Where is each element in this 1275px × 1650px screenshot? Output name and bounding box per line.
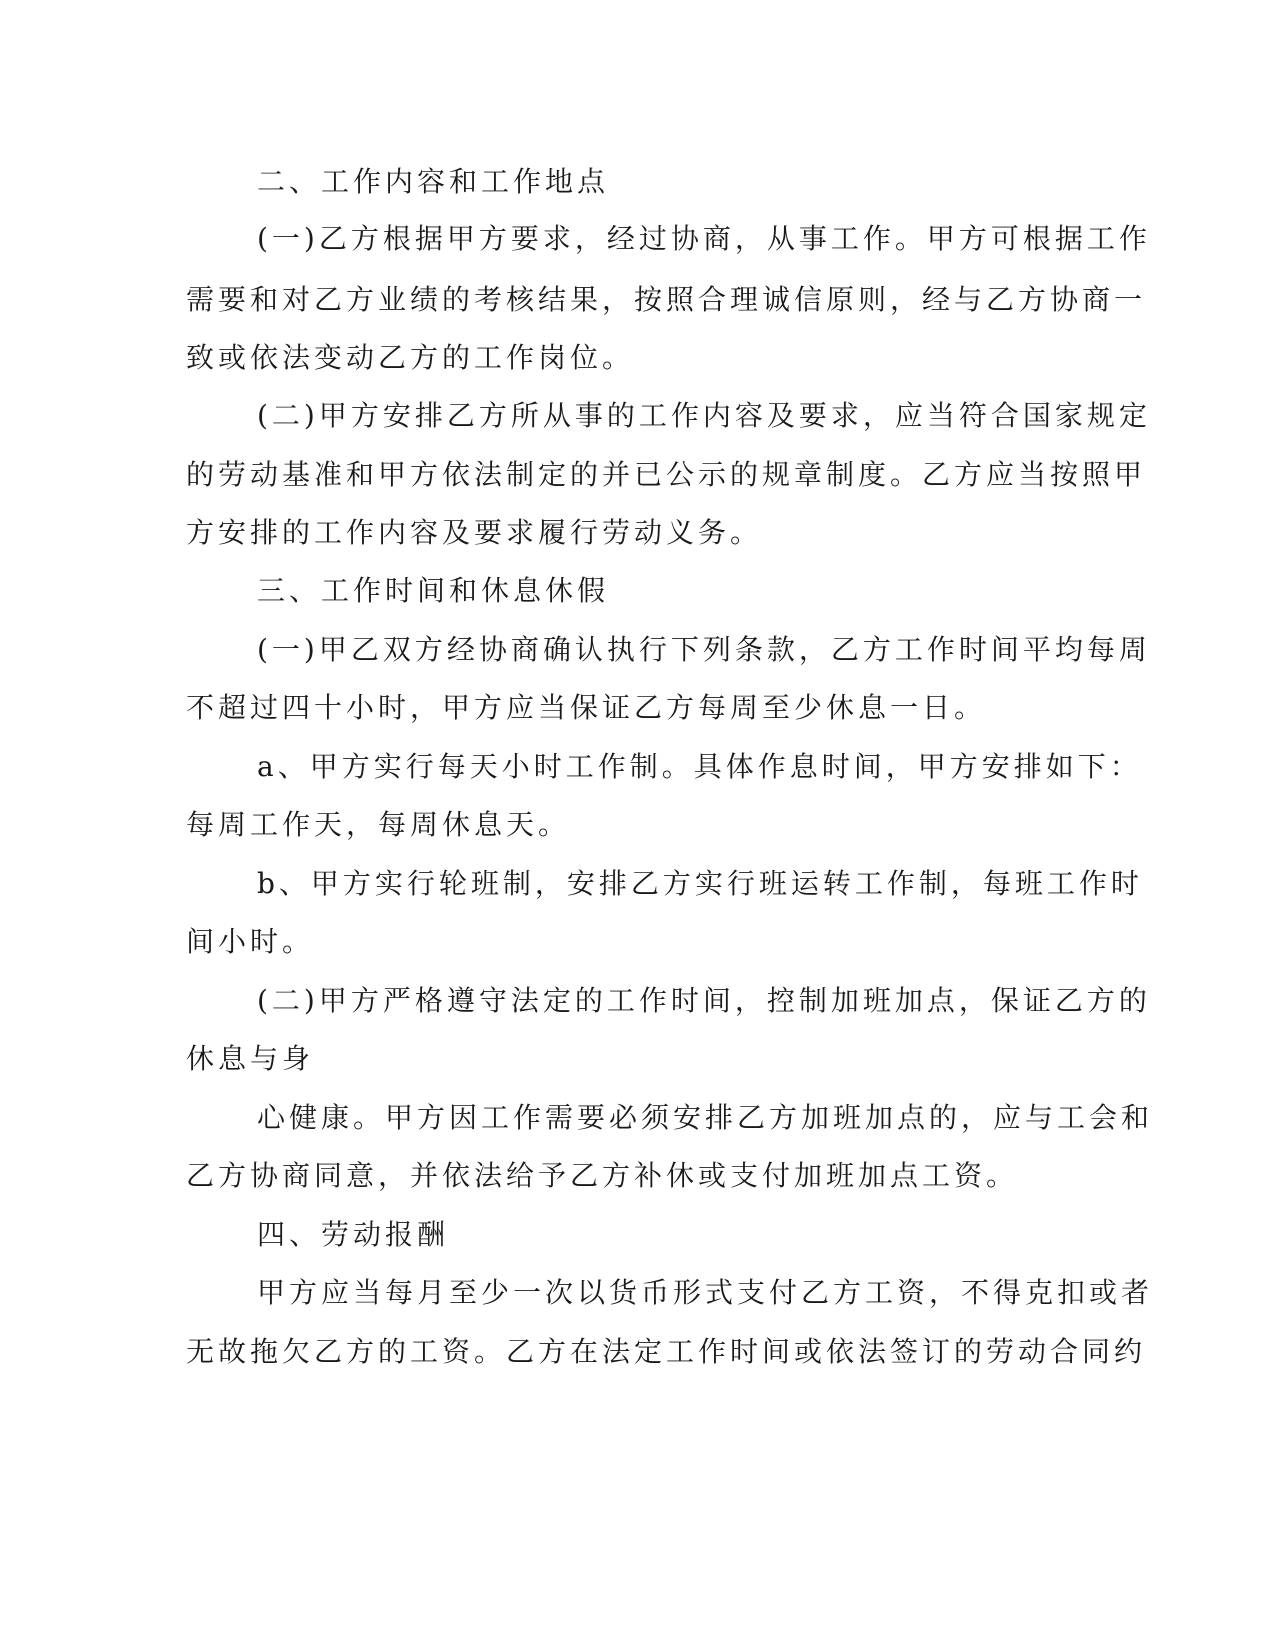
paragraph-line: 每周工作天，每周休息天。 <box>186 808 571 841</box>
paragraph-line: 方安排的工作内容及要求履行劳动义务。 <box>186 516 763 549</box>
section-heading-work-hours: 三、工作时间和休息休假 <box>257 574 610 607</box>
paragraph-line: 不超过四十小时，甲方应当保证乙方每周至少休息一日。 <box>186 691 987 724</box>
paragraph-line: 甲方应当每月至少一次以货币形式支付乙方工资，不得克扣或者 <box>257 1276 1154 1309</box>
paragraph-line: 需要和对乙方业绩的考核结果，按照合理诚信原则，经与乙方协商一 <box>186 283 1147 316</box>
paragraph-line: a、甲方实行每天小时工作制。具体作息时间，甲方安排如下： <box>257 750 1142 783</box>
paragraph-line: (二)甲方严格遵守法定的工作时间，控制加班加点，保证乙方的 <box>257 984 1151 1017</box>
paragraph-line: (二)甲方安排乙方所从事的工作内容及要求，应当符合国家规定 <box>257 399 1151 432</box>
paragraph-line: 致或依法变动乙方的工作岗位。 <box>186 341 635 374</box>
paragraph-line: b、甲方实行轮班制，安排乙方实行班运转工作制，每班工作时 <box>257 867 1143 900</box>
paragraph-line: 的劳动基准和甲方依法制定的并已公示的规章制度。乙方应当按照甲 <box>186 458 1147 491</box>
paragraph-line: 乙方协商同意，并依法给予乙方补休或支付加班加点工资。 <box>186 1159 1019 1192</box>
section-heading-work-content: 二、工作内容和工作地点 <box>257 165 610 198</box>
paragraph-line: (一)乙方根据甲方要求，经过协商，从事工作。甲方可根据工作 <box>257 222 1151 255</box>
section-heading-remuneration: 四、劳动报酬 <box>257 1218 450 1251</box>
paragraph-line: 间小时。 <box>186 925 315 958</box>
paragraph-line: 休息与身 <box>186 1042 315 1075</box>
paragraph-line: 无故拖欠乙方的工资。乙方在法定工作时间或依法签订的劳动合同约 <box>186 1335 1147 1368</box>
paragraph-line: (一)甲乙双方经协商确认执行下列条款，乙方工作时间平均每周 <box>257 633 1151 666</box>
paragraph-line: 心健康。甲方因工作需要必须安排乙方加班加点的，应与工会和 <box>257 1101 1154 1134</box>
